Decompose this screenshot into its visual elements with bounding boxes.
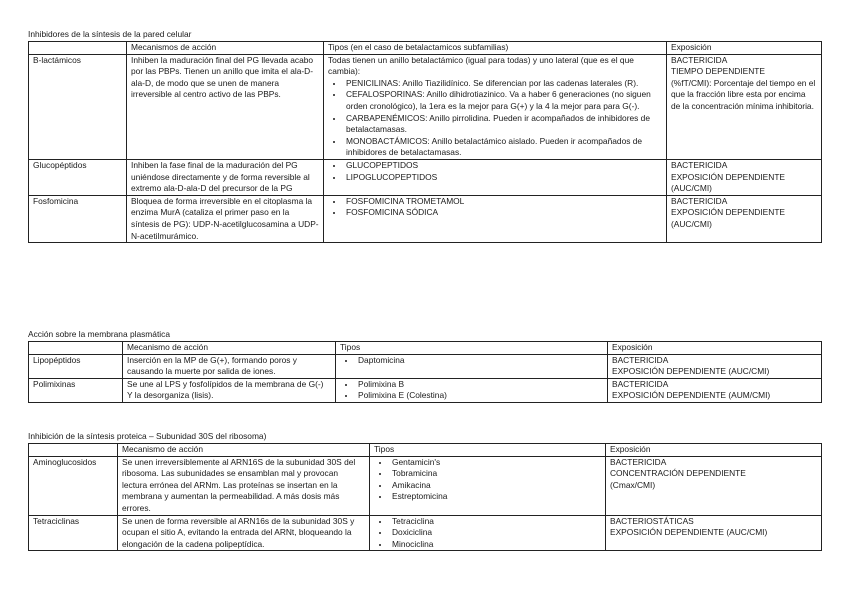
exposure-line: EXPOSICIÓN DEPENDIENTE (AUC/CMI): [612, 366, 770, 377]
types-list: [328, 196, 662, 219]
header-cell: Mecanismos de acción: [127, 42, 324, 55]
exposure-line: EXPOSICIÓN DEPENDIENTE: [671, 207, 786, 218]
exposure-line: BACTERIOSTÁTICAS: [610, 515, 694, 526]
list-item: • Tetraciclina: [390, 516, 601, 528]
mechanism-cell: Bloquea de forma irreversible en el citoplasma la enzima MurA (cataliza el primer paso en la síntesis de PG): UDP-N-acetilglucosamina a UDP-N-acetilmurámico.: [127, 195, 324, 242]
exposure-line: (%fT/CMI): Porcentaje del tiempo en el que la fracción libre esta por encima de la concentración mínima inhibitoria.: [671, 77, 816, 111]
header-cell: Mecanismo de acción: [123, 342, 336, 355]
list-item: • LIPOGLUCOPEPTIDOS: [344, 172, 662, 184]
drug-class-name: Tetraciclinas: [29, 515, 118, 551]
header-cell: Exposición: [606, 444, 822, 457]
table-row: [29, 456, 822, 515]
types-list: [374, 457, 601, 503]
list-item: • Tobramicina: [390, 468, 601, 480]
exposure-line: BACTERICIDA: [612, 378, 669, 389]
types-list: [328, 160, 662, 183]
exposure-cell: [667, 159, 822, 195]
types-list: [374, 516, 601, 551]
types-list: [340, 379, 603, 402]
table-row: [29, 54, 822, 159]
header-cell: [29, 342, 123, 355]
exposure-cell: [606, 456, 822, 515]
table-row: [29, 515, 822, 551]
table-header-row: [29, 444, 822, 457]
exposure-line: CONCENTRACIÓN DEPENDIENTE: [610, 468, 746, 479]
exposure-line: (AUC/CMI): [671, 218, 712, 229]
header-cell: Mecanismo de acción: [118, 444, 370, 457]
exposure-line: (Cmax/CMI): [610, 479, 656, 490]
list-item: • Gentamicin's: [390, 457, 601, 469]
mechanism-cell: Se unen irreversiblemente al ARN16S de la subunidad 30S del ribosoma. Las subunidades se ensamblan mal y provocan lectura errónea del ARNm. Las proteínas se insertan en la membrana y aumentan la permeabilidad. A más dosis más errores.: [118, 456, 370, 515]
exposure-line: EXPOSICIÓN DEPENDIENTE: [671, 171, 786, 182]
header-cell: Exposición: [608, 342, 822, 355]
types-list: [328, 78, 662, 159]
types-cell: [324, 54, 667, 159]
exposure-line: (AUC/CMI): [671, 183, 712, 194]
list-item: • MONOBACTÁMICOS: Anillo betalactámico aislado. Pueden ir acompañados de inhibidores de betalactamasas.: [344, 136, 662, 159]
table-header-row: [29, 42, 822, 55]
list-item: • GLUCOPEPTIDOS: [344, 160, 662, 172]
exposure-cell: [667, 54, 822, 159]
exposure-line: BACTERICIDA: [610, 456, 667, 467]
exposure-line: BACTERICIDA: [671, 159, 728, 170]
types-cell: [370, 456, 606, 515]
header-cell: [29, 42, 127, 55]
types-list: [340, 355, 603, 367]
header-cell: Tipos (en el caso de betalactamicos subfamilias): [324, 42, 667, 55]
list-item: • Minociclina: [390, 539, 601, 551]
header-cell: Exposición: [667, 42, 822, 55]
exposure-line: TIEMPO DEPENDIENTE: [671, 66, 765, 77]
mechanism-cell: Inhiben la fase final de la maduración del PG uniéndose directamente y de forma reversible al extremo ala-D-ala-D del precursor de la PG: [127, 159, 324, 195]
protein-synthesis-table: [28, 443, 822, 551]
types-cell: [370, 515, 606, 551]
mechanism-cell: Se une al LPS y fosfolípidos de la membrana de G(-) Y la desorganiza (lisis).: [123, 378, 336, 402]
mechanism-cell: Inhiben la maduración final del PG llevada acabo por las PBPs. Tienen un anillo que imita el ala-D-ala-D, de modo que se unen de manera irreversible al centro activo de las PBPs.: [127, 54, 324, 159]
mechanism-cell: Inserción en la MP de G(+), formando poros y causando la muerte por salida de iones.: [123, 354, 336, 378]
list-item: • PENICILINAS: Anillo Tiazilidínico. Se diferencian por las cadenas laterales (R).: [344, 78, 662, 90]
membrane-table: [28, 341, 822, 403]
section-cell-wall: [28, 29, 822, 243]
types-cell: [336, 354, 608, 378]
types-cell: [336, 378, 608, 402]
exposure-line: EXPOSICIÓN DEPENDIENTE (AUM/CMI): [612, 390, 771, 401]
list-item: • Polimixina B: [356, 379, 603, 391]
table-row: [29, 159, 822, 195]
table-row: [29, 195, 822, 242]
cell-wall-table: [28, 41, 822, 243]
types-cell: [324, 159, 667, 195]
header-cell: [29, 444, 118, 457]
exposure-cell: [608, 354, 822, 378]
drug-class-name: B-lactámicos: [29, 54, 127, 159]
drug-class-name: Lipopéptidos: [29, 354, 123, 378]
section-title: Inhibidores de la síntesis de la pared celular: [28, 29, 192, 39]
list-item: • Daptomicina: [356, 355, 603, 367]
types-cell: [324, 195, 667, 242]
table-header-row: [29, 342, 822, 355]
list-item: • Polimixina E (Colestina): [356, 390, 603, 402]
list-item: • Doxiciclina: [390, 527, 601, 539]
list-item: • FOSFOMICINA SÓDICA: [344, 207, 662, 219]
table-row: [29, 354, 822, 378]
section-title: Acción sobre la membrana plasmática: [28, 329, 170, 339]
drug-class-name: Aminoglucosidos: [29, 456, 118, 515]
list-item: • CARBAPENÉMICOS: Anillo pirrolidina. Pueden ir acompañados de inhibidores de betalactamasas.: [344, 113, 662, 136]
drug-class-name: Fosfomicina: [29, 195, 127, 242]
exposure-line: BACTERICIDA: [671, 195, 728, 206]
list-item: • Estreptomicina: [390, 491, 601, 503]
section-title: Inhibición de la síntesis proteica – Subunidad 30S del ribosoma): [28, 431, 267, 441]
exposure-line: BACTERICIDA: [671, 54, 728, 65]
exposure-cell: [608, 378, 822, 402]
header-cell: Tipos: [336, 342, 608, 355]
exposure-line: EXPOSICIÓN DEPENDIENTE (AUC/CMI): [610, 527, 768, 538]
list-item: • FOSFOMICINA TROMETAMOL: [344, 196, 662, 208]
section-protein-synthesis: [28, 431, 822, 551]
table-row: [29, 378, 822, 402]
exposure-cell: [667, 195, 822, 242]
list-item: • CEFALOSPORINAS: Anillo dihidrotiazinico. Va a haber 6 generaciones (no siguen orden cronológico), la 1era es la mejor para G(+) y la 4 la mejor para para G(-).: [344, 89, 662, 112]
drug-class-name: Glucopéptidos: [29, 159, 127, 195]
types-intro: Todas tienen un anillo betalactámico (igual para todas) y uno lateral (que es el que cambia):: [328, 54, 634, 77]
section-plasma-membrane: [28, 329, 822, 403]
exposure-line: BACTERICIDA: [612, 354, 669, 365]
drug-class-name: Polimixinas: [29, 378, 123, 402]
list-item: • Amikacina: [390, 480, 601, 492]
mechanism-cell: Se unen de forma reversible al ARN16s de la subunidad 30S y ocupan el sitio A, evitando la entrada del ARNt, bloqueando la elongación de la cadena polipeptídica.: [118, 515, 370, 551]
exposure-cell: [606, 515, 822, 551]
header-cell: Tipos: [370, 444, 606, 457]
